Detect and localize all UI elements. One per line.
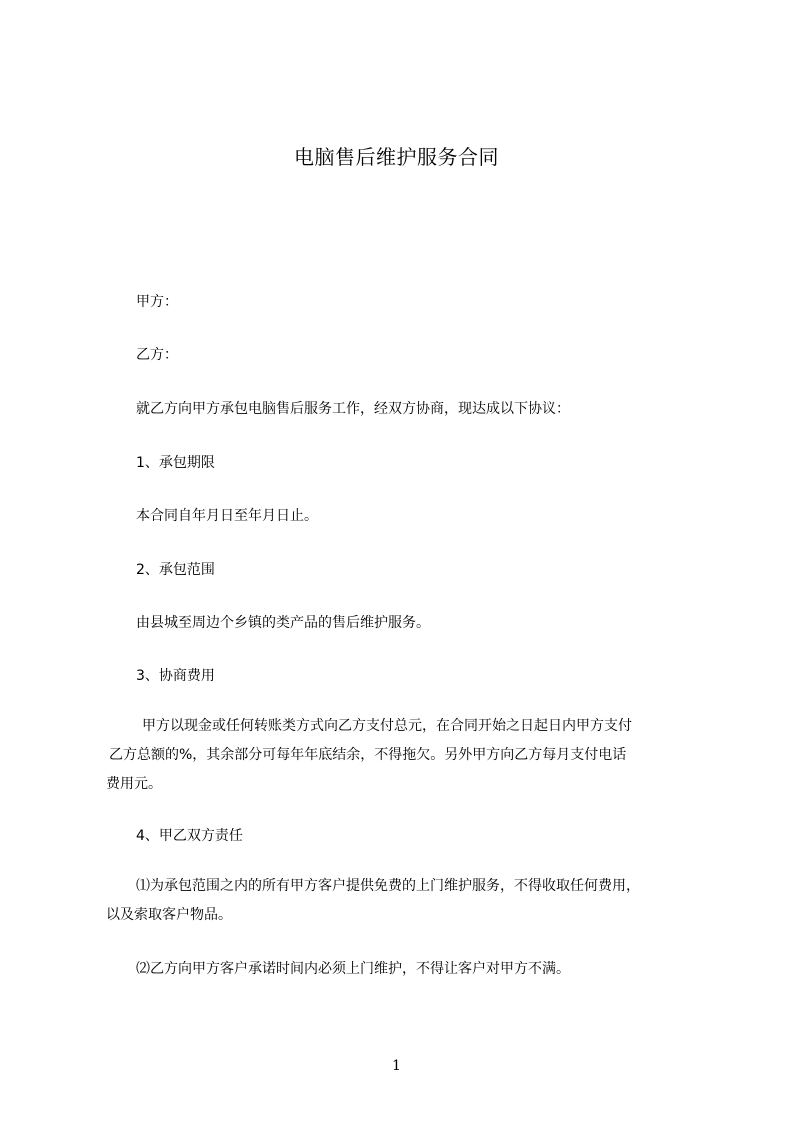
- section-4-item-1-line: 以及索取客户物品。: [106, 907, 232, 923]
- section-3-body: [106, 712, 706, 799]
- section-4-item-2-line: ⑵乙方向甲方客户承诺时间内必须上门维护，不得让客户对甲方不满。: [136, 961, 570, 977]
- section-3-body-line: 乙方总额的%，其余部分可每年年底结余，不得拖欠。另外甲方向乙方每月支付电话: [109, 747, 627, 763]
- section-1-heading: 1、承包期限: [136, 455, 215, 471]
- section-2-body: 由县城至周边个乡镇的类产品的售后维护服务。: [136, 615, 430, 631]
- section-4-item-2: [106, 955, 706, 984]
- section-4-item-1: [106, 872, 706, 930]
- section-3-heading: 3、协商费用: [136, 668, 215, 684]
- section-2-heading: 2、承包范围: [136, 562, 215, 578]
- section-4-heading: 4、甲乙双方责任: [136, 828, 243, 844]
- section-4-item-1-line: ⑴为承包范围之内的所有甲方客户提供免费的上门维护服务，不得收取任何费用，: [136, 878, 640, 894]
- section-3-body-line: 甲方以现金或任何转账类方式向乙方支付总元，在合同开始之日起日内甲方支付: [142, 718, 632, 734]
- section-3-body-line: 费用元。: [106, 776, 162, 792]
- intro-paragraph: 就乙方向甲方承包电脑售后服务工作，经双方协商，现达成以下协议：: [136, 401, 570, 417]
- document-title: 电脑售后维护服务合同: [294, 145, 499, 169]
- section-1-body: 本合同自年月日至年月日止。: [136, 508, 318, 524]
- page-number: 1: [392, 1058, 401, 1074]
- party-b-label: 乙方：: [136, 347, 178, 363]
- party-a-label: 甲方：: [136, 294, 178, 310]
